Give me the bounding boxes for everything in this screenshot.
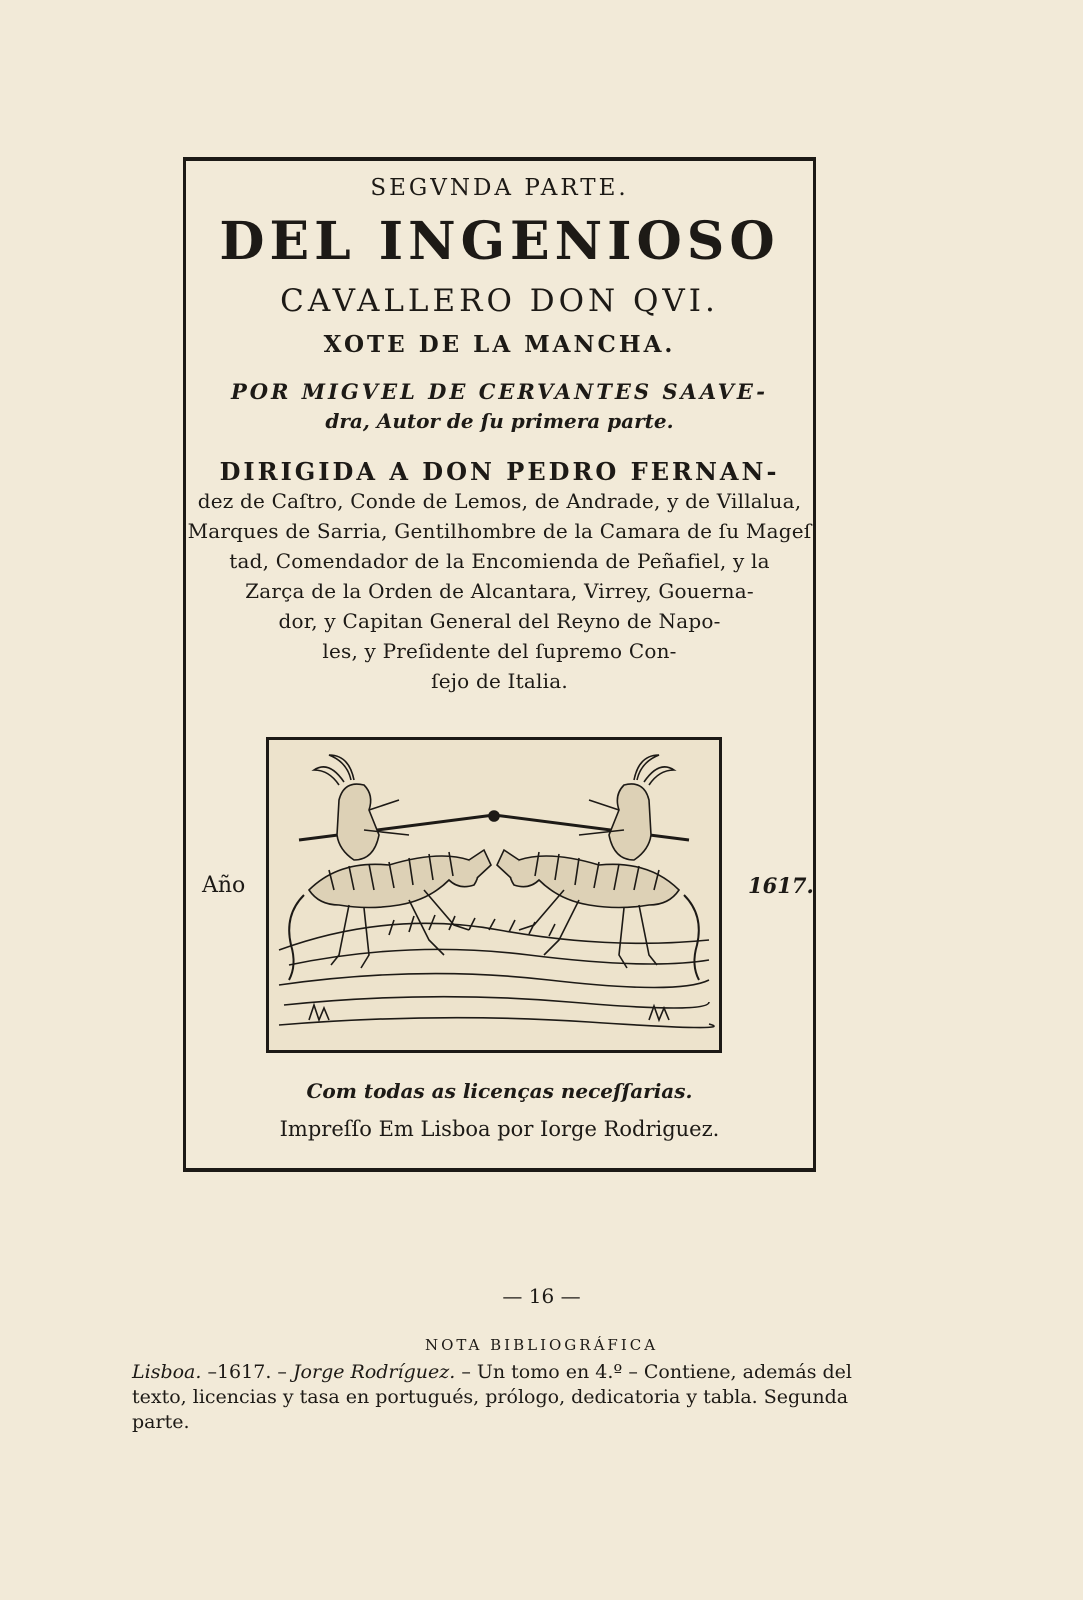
bibliographic-note xyxy=(132,1360,882,1435)
title-line-3: CAVALLERO DON QVI. xyxy=(280,283,719,319)
title-page-facsimile xyxy=(183,157,816,1172)
dedication-line: tad, Comendador de la Encomienda de Peñafiel, y la xyxy=(229,549,770,573)
title-line-2: DEL INGENIOSO xyxy=(219,211,780,272)
dedication-line: ſejo de Italia. xyxy=(431,669,568,693)
dedication-line: dez de Caſtro, Conde de Lemos, de Andrade, y de Villalua, xyxy=(197,489,802,513)
note-description: – Un tomo en 4.º – Contiene, además del texto, licencias y tasa en portugués, prólogo, dedicatoria y tabla. Segunda parte. xyxy=(132,1361,852,1433)
jousting-knights-woodcut xyxy=(266,737,722,1053)
dedication-line: Marques de Sarria, Gentilhombre de la Camara de ſu Mageſ xyxy=(187,519,812,543)
dedication-line: Zarça de la Orden de Alcantara, Virrey, Gouerna- xyxy=(245,579,754,603)
year-value: 1617. xyxy=(748,873,814,898)
dedication-line: les, y Preſidente del ſupremo Con- xyxy=(322,639,677,663)
year-label: Año xyxy=(202,873,246,898)
note-year: –1617. – xyxy=(201,1361,293,1383)
license-line: Com todas as licenças neceſſarias. xyxy=(306,1079,693,1103)
note-heading: NOTA BIBLIOGRÁFICA xyxy=(424,1336,659,1354)
note-place: Lisboa. xyxy=(132,1361,202,1383)
note-printer: Jorge Rodríguez. xyxy=(292,1361,456,1383)
author-line-1: POR MIGVEL DE CERVANTES SAAVE- xyxy=(230,379,769,404)
dedication-heading: DIRIGIDA A DON PEDRO FERNAN- xyxy=(219,457,780,486)
author-line-2: dra, Autor de ſu primera parte. xyxy=(325,409,674,433)
dedication-line: dor, y Capitan General del Reyno de Napo- xyxy=(278,609,721,633)
page-number: — 16 — xyxy=(502,1284,581,1308)
title-line-1: SEGVNDA PARTE. xyxy=(370,175,629,201)
woodcut-illustration xyxy=(269,740,719,1050)
title-line-4: XOTE DE LA MANCHA. xyxy=(323,331,676,358)
printer-line: Impreſſo Em Lisboa por Iorge Rodriguez. xyxy=(279,1117,720,1141)
